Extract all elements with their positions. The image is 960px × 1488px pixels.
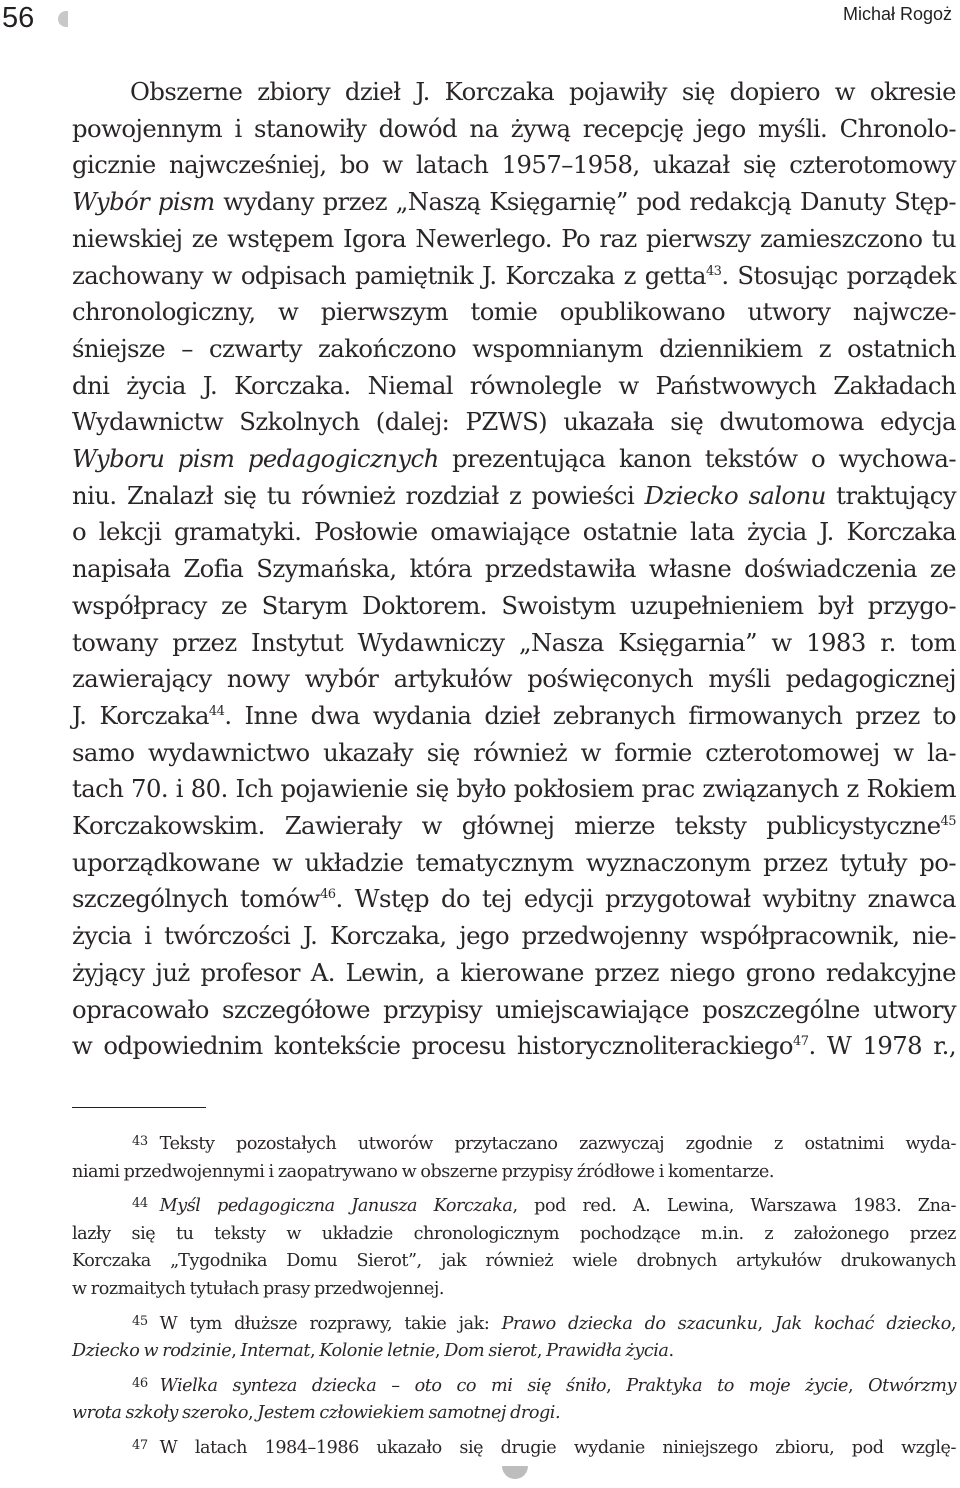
footnote-46: $^{46}$ Wielka synteza dziecka – oto co mi się śniło, Praktyka to moje życie, Otwórzmy wrota szkoły szeroko, Jestem człowiekiem samotnej drogi. — [72, 1375, 957, 1424]
text-line: samo wydawnictwo ukazały się również w formie czterotomowej w la- — [72, 737, 956, 767]
text-line: żyjący już profesor A. Lewin, a kierowane przez niego grono redakcyjne — [72, 957, 956, 987]
text-line: dni życia J. Korczaka. Niemal równolegle w Państwowych Zakładach — [72, 370, 956, 400]
text-line: Wyboru pism pedagogicznych prezentująca kanon tekstów o wychowa- — [72, 444, 956, 474]
text-line: tach 70. i 80. Ich pojawienie się było pokłosiem prac związanych z Rokiem — [72, 774, 956, 804]
text-line: o lekcji gramatyki. Posłowie omawiające ostatnie lata życia J. Korczaka — [72, 517, 956, 547]
text-line: Korczakowskim. Zawierały w głównej mierze teksty publicystyczne$^{45}$ — [72, 811, 956, 841]
book-title: Wyboru pism pedagogicznych — [72, 444, 439, 474]
text-line: Wybór pism wydany przez „Naszą Księgarnię” pod redakcją Danuty Stęp- — [72, 187, 956, 217]
footnote-ref[interactable]: 46 — [320, 887, 336, 903]
footnote-ref[interactable]: 47 — [793, 1034, 809, 1050]
text-line: życia i twórczości J. Korczaka, jego przedwojenny współpracownik, nie- — [72, 921, 956, 951]
footnote-45: $^{45}$ W tym dłuższe rozprawy, takie jak: Prawo dziecka do szacunku, Jak kochać dziecko, Dziecko w rodzinie, Internat, Kolonie letnie, Dom sierot, Prawidła życia. — [72, 1313, 956, 1362]
footnote-number: 47 — [132, 1437, 148, 1453]
running-head-author: Michał Rogoż — [842, 4, 952, 24]
text-line: uporządkowane w układzie tematycznym wyznaczonym przez tytuły po- — [72, 847, 956, 877]
text-line: zachowany w odpisach pamiętnik J. Korczaka z getta$^{43}$. Stosując porządek — [72, 260, 956, 290]
footnote-number: 45 — [132, 1313, 148, 1329]
text-line: śniejsze – czwarty zakończono wspomnianym dziennikiem z ostatnich — [72, 333, 956, 363]
text-line: Wydawnictw Szkolnych (dalej: PZWS) ukazała się dwutomowa edycja — [72, 407, 956, 437]
text-line: niu. Znalazł się tu również rozdział z powieści Dziecko salonu traktujący — [72, 480, 957, 510]
footnotes — [72, 1128, 956, 1463]
text-line: napisała Zofia Szymańska, która przedstawiła własne doświadczenia ze — [72, 554, 956, 584]
footnote-number: 43 — [132, 1134, 148, 1149]
text-line: powojennym i stanowiły dowód na żywą recepcję jego myśli. Chronolo- — [72, 113, 956, 143]
text-line: niewskiej ze wstępem Igora Newerlego. Po raz pierwszy zamieszczono tu — [72, 223, 956, 253]
footnote-ref[interactable]: 43 — [705, 263, 722, 279]
text-line: w odpowiednim kontekście procesu historycznoliterackiego$^{47}$. W 1978 r., — [72, 1031, 957, 1061]
book-title: Dziecko salonu — [644, 480, 826, 510]
text-line: towany przez Instytut Wydawniczy „Nasza Księgarnia” w 1983 r. tom — [72, 627, 956, 657]
book-title: Wybór pism — [72, 187, 215, 217]
body-text — [72, 74, 956, 1065]
text-line: chronologiczny, w pierwszym tomie opublikowano utwory najwcze- — [72, 297, 956, 327]
footnote-44: $^{44}$ Myśl pedagogiczna Janusza Korczaka, pod red. A. Lewina, Warszawa 1983. Zna- lazły się tu teksty w układzie chronologicznym pochodzące m.in. z założonego przez Korczaka „Tygodnika Domu Sierot”, jak również wiele drobnych artykułów drukowanych w rozmaitych tytułach prasy przedwojennej. — [72, 1196, 956, 1299]
page-bottom-marker — [502, 1466, 528, 1479]
page-header — [0, 0, 960, 42]
text-line: gicznie najwcześniej, bo w latach 1957–1958, ukazał się czterotomowy — [72, 150, 956, 180]
footnote-47: $^{47}$ W latach 1984–1986 ukazało się drugie wydanie niniejszego zbioru, pod wzglę- — [132, 1437, 956, 1458]
footnote-ref[interactable]: 45 — [940, 813, 956, 829]
footnote-number: 46 — [132, 1375, 148, 1391]
text-line: współpracy ze Starym Doktorem. Swoistym uzupełnieniem był przygo- — [72, 590, 956, 620]
footnote-separator — [72, 1107, 206, 1108]
footnote-43: $^{43}$ Teksty pozostałych utworów przytaczano zazwyczaj zgodnie z ostatnimi wyda- niami przedwojennymi i zaopatrywano w obszerne przypisy źródłowe i komentarze. — [72, 1134, 956, 1182]
text-line: szczególnych tomów$^{46}$. Wstęp do tej edycji przygotował wybitny znawca — [72, 884, 956, 914]
text-line: opracowało szczegółowe przypisy umiejscawiające poszczególne utwory — [72, 994, 956, 1024]
text-line: J. Korczaka$^{44}$. Inne dwa wydania dzieł zebranych firmowanych przez to — [72, 700, 956, 730]
page-marker-decoration — [58, 11, 68, 27]
page-number: 56 — [2, 2, 35, 34]
text-line: zawierający nowy wybór artykułów poświęconych myśli pedagogicznej — [72, 664, 956, 694]
footnote-ref[interactable]: 44 — [208, 703, 225, 719]
text-line: Obszerne zbiory dzieł J. Korczaka pojawiły się dopiero w okresie — [130, 77, 956, 106]
footnote-number: 44 — [132, 1196, 148, 1212]
